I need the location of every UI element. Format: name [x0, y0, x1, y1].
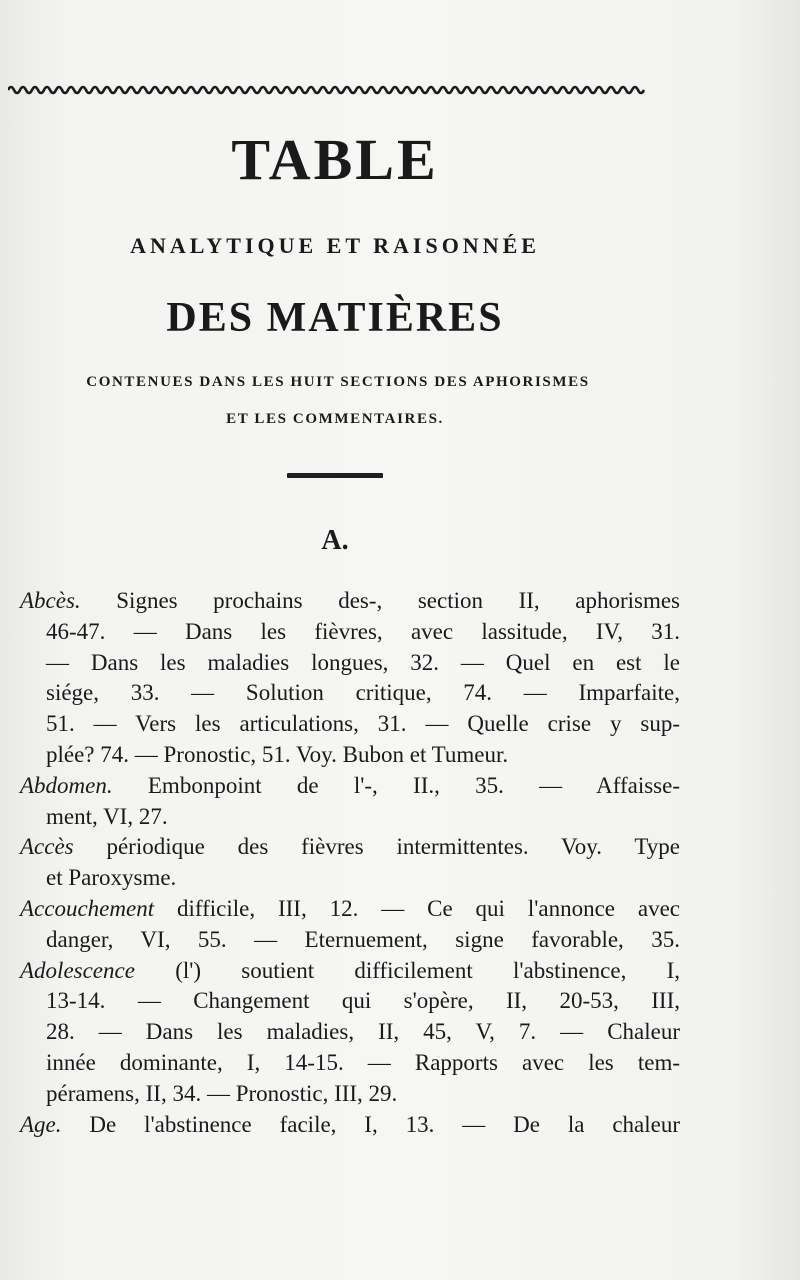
entry-text: — Dans les maladies longues, 32. — Quel en est le — [46, 649, 680, 675]
entry-keyword: Adolescence — [20, 957, 135, 983]
index-line — [20, 678, 680, 709]
entry-text: Signes prochains des-, section II, aphorismes — [80, 588, 680, 613]
ornament-rule-top — [8, 84, 662, 96]
entry-text: et Paroxysme. — [46, 865, 177, 891]
entry-text: Embonpoint de l'-, II., 35. — Affaisse- — [112, 772, 680, 798]
index-line — [20, 771, 680, 802]
page-title: TABLE — [231, 127, 439, 192]
subtitle-analytique: ANALYTIQUE ET RAISONNÉE — [130, 233, 540, 258]
index-line — [20, 986, 680, 1017]
entry-keyword: Accès — [20, 834, 74, 860]
entry-text: difficile, III, 12. — Ce qui l'annonce avec — [154, 895, 680, 921]
entry-text: (l') soutient difficilement l'abstinence, I, — [134, 957, 680, 983]
entry-text: plée? 74. — Pronostic, 51. Voy. Bubon et Tumeur. — [46, 741, 509, 767]
entry-text: péramens, II, 34. — Pronostic, III, 29. — [46, 1080, 398, 1106]
index-line — [20, 1079, 680, 1110]
entry-keyword: Abdomen. — [20, 772, 113, 798]
index-entries — [20, 586, 680, 1140]
index-line — [20, 802, 680, 833]
divider-rule — [287, 473, 383, 478]
index-line — [20, 894, 680, 925]
entry-text: siége, 33. — Solution critique, 74. — Imparfaite, — [46, 680, 680, 706]
entry-text: 13-14. — Changement qui s'opère, II, 20-53, III, — [46, 988, 680, 1014]
index-line — [20, 956, 680, 987]
entry-text: 46-47. — Dans les fièvres, avec lassitude, IV, 31. — [46, 618, 680, 644]
index-line — [20, 832, 680, 863]
index-line — [20, 1048, 680, 1079]
entry-keyword: Abcès. — [20, 588, 81, 613]
subtitle-commentaires: ET LES COMMENTAIRES. — [226, 411, 444, 427]
index-line — [20, 617, 680, 648]
subtitle-contenues: CONTENUES DANS LES HUIT SECTIONS DES APHORISMES — [86, 374, 590, 390]
index-line — [20, 709, 680, 740]
entry-text: périodique des fièvres intermittentes. Voy. Type — [73, 834, 680, 860]
index-line — [20, 648, 680, 679]
index-line — [20, 1110, 680, 1141]
entry-keyword: Accouchement — [20, 895, 155, 921]
subtitle-matieres: DES MATIÈRES — [166, 295, 504, 341]
section-letter: A. — [321, 525, 349, 556]
entry-text: ment, VI, 27. — [46, 803, 168, 829]
index-line — [20, 925, 680, 956]
entry-text: 28. — Dans les maladies, II, 45, V, 7. — Chaleur — [46, 1019, 680, 1045]
entry-keyword: Age. — [20, 1111, 62, 1137]
entry-text: innée dominante, I, 14-15. — Rapports avec les tem- — [46, 1049, 680, 1075]
entry-text: danger, VI, 55. — Eternuement, signe favorable, 35. — [46, 926, 680, 952]
index-line — [20, 586, 680, 617]
entry-text: 51. — Vers les articulations, 31. — Quelle crise y sup- — [46, 711, 680, 737]
entry-text: De l'abstinence facile, I, 13. — De la chaleur — [61, 1111, 680, 1137]
index-line — [20, 740, 680, 771]
index-line — [20, 863, 680, 894]
index-line — [20, 1017, 680, 1048]
